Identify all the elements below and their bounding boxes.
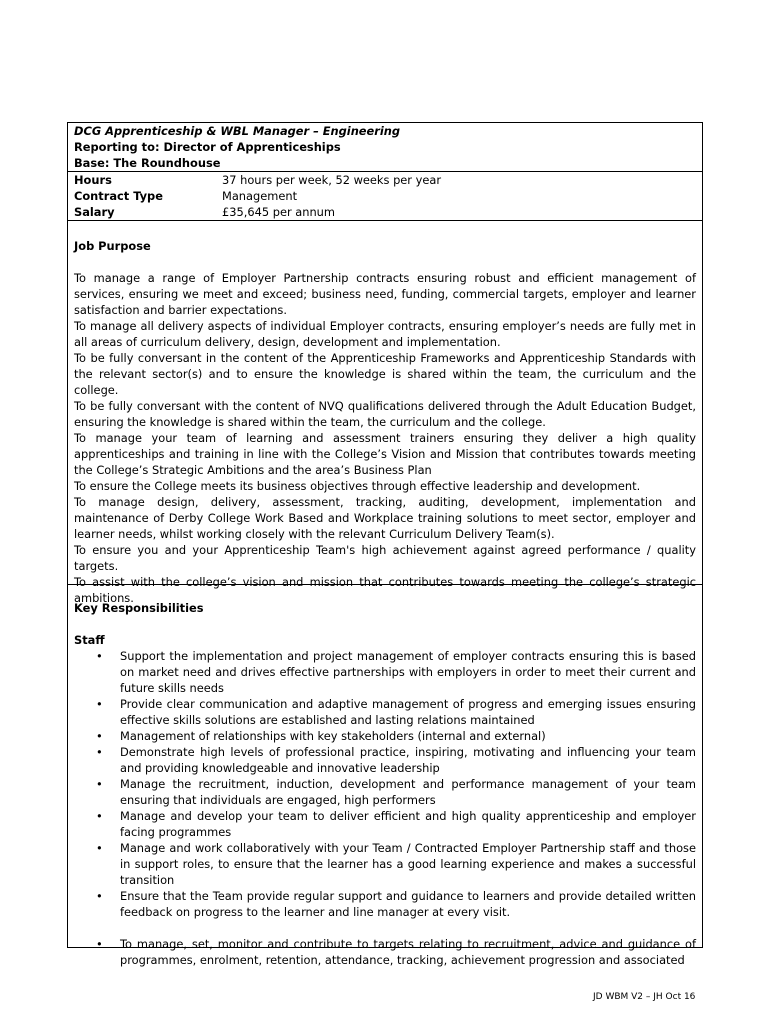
job-purpose-section: [68, 221, 702, 605]
list-item-text: Ensure that the Team provide regular support and guidance to learners and provide detailed written feedback on progress to the learner and line manager at every visit.: [120, 889, 696, 919]
key-responsibilities-heading: Key Responsibilities: [74, 601, 204, 615]
list-item: [74, 648, 696, 696]
purpose-paragraph: To manage your team of learning and assessment trainers ensuring they deliver a high quality apprenticeships and training in line with the College’s Vision and Mission that contributes towards meeting the College’s Strategic Ambitions and the area’s Business Plan: [74, 431, 696, 477]
bullet-icon: •: [96, 777, 103, 791]
list-item-text: Manage and develop your team to deliver efficient and high quality apprenticeship and employer facing programmes: [120, 809, 696, 839]
list-item: [74, 888, 696, 920]
list-item-text: Management of relationships with key stakeholders (internal and external): [120, 729, 546, 743]
reporting-to: Reporting to: Director of Apprenticeships: [74, 140, 341, 154]
list-item: [74, 728, 696, 744]
list-item-text: Manage the recruitment, induction, development and performance management of your team ensuring that individuals are engaged, high performers: [120, 777, 696, 807]
list-item-text: To manage, set, monitor and contribute to targets relating to recruitment, advice and guidance of programmes, enrolment, retention, attendance, tracking, achievement progression and associated: [120, 937, 696, 967]
purpose-paragraph: To manage a range of Employer Partnership contracts ensuring robust and efficient management of services, ensuring we meet and exceed; business need, funding, commercial targets, employer and learner satisfaction and barrier expectations.: [74, 271, 696, 317]
list-item: [74, 776, 696, 808]
bullet-icon: •: [96, 729, 103, 743]
bullet-icon: •: [96, 697, 103, 711]
header-section: [68, 123, 702, 172]
list-item: [74, 936, 696, 968]
list-item: [74, 808, 696, 840]
list-item-text: Provide clear communication and adaptive management of progress and emerging issues ensuring effective skills solutions are established and lasting relations maintained: [120, 697, 696, 727]
hours-label: Hours: [74, 173, 112, 187]
list-spacer: [74, 920, 696, 936]
list-item: [74, 744, 696, 776]
salary-value: £35,645 per annum: [222, 205, 335, 219]
salary-label: Salary: [74, 205, 115, 219]
bullet-icon: •: [96, 937, 103, 951]
job-purpose-list: [74, 270, 696, 606]
hours-value: 37 hours per week, 52 weeks per year: [222, 173, 442, 187]
job-description-table: [67, 122, 703, 967]
salary-row: [74, 204, 696, 220]
list-item: [74, 696, 696, 728]
job-title: DCG Apprenticeship & WBL Manager – Engineering: [74, 124, 401, 138]
purpose-paragraph: To assist with the college’s vision and mission that contributes towards meeting the college’s strategic ambitions.: [74, 575, 696, 605]
base-location: Base: The Roundhouse: [74, 156, 221, 170]
purpose-paragraph: To manage design, delivery, assessment, tracking, auditing, development, implementation and maintenance of Derby College Work Based and Workplace training solutions to meet sector, employer and learner needs, whilst working closely with the relevant Curriculum Delivery Team(s).: [74, 495, 696, 541]
bullet-icon: •: [96, 745, 103, 759]
list-item: [74, 840, 696, 888]
list-item-text: Support the implementation and project management of employer contracts ensuring this is based on market need and drives effective partnerships with employers in order to meet their current and future skills needs: [120, 649, 696, 695]
contract-type-value: Management: [222, 189, 298, 203]
bullet-icon: •: [96, 809, 103, 823]
list-item-text: Manage and work collaboratively with your Team / Contracted Employer Partnership staff and those in support roles, to ensure that the learner has a good learning experience and makes a successful transition: [120, 841, 696, 887]
job-purpose-heading: Job Purpose: [74, 239, 151, 253]
bullet-icon: •: [96, 649, 103, 663]
purpose-paragraph: To manage all delivery aspects of individual Employer contracts, ensuring employer’s needs are fully met in all areas of curriculum delivery, design, development and implementation.: [74, 319, 696, 349]
key-responsibilities-section: [68, 585, 702, 968]
footer-reference: JD WBM V2 – JH Oct 16: [593, 992, 696, 1002]
staff-heading: Staff: [74, 633, 105, 647]
bullet-icon: •: [96, 841, 103, 855]
contract-type-label: Contract Type: [74, 189, 163, 203]
details-section: [68, 172, 702, 221]
purpose-paragraph: To be fully conversant in the content of the Apprenticeship Frameworks and Apprenticeship Standards with the relevant sector(s) and to ensure the knowledge is shared within the team, the curriculum and the college.: [74, 351, 696, 397]
purpose-paragraph: To be fully conversant with the content of NVQ qualifications delivered through the Adult Education Budget, ensuring the knowledge is shared within the team, the curriculum and the college.: [74, 399, 696, 429]
contract-type-row: [74, 188, 696, 204]
list-item-text: Demonstrate high levels of professional practice, inspiring, motivating and influencing your team and providing knowledgeable and innovative leadership: [120, 745, 696, 775]
purpose-paragraph: To ensure the College meets its business objectives through effective leadership and development.: [74, 479, 641, 493]
purpose-paragraph: To ensure you and your Apprenticeship Team's high achievement against agreed performance / quality targets.: [74, 543, 696, 573]
staff-responsibilities-list: [74, 648, 696, 968]
hours-row: [74, 172, 696, 188]
bullet-icon: •: [96, 889, 103, 903]
